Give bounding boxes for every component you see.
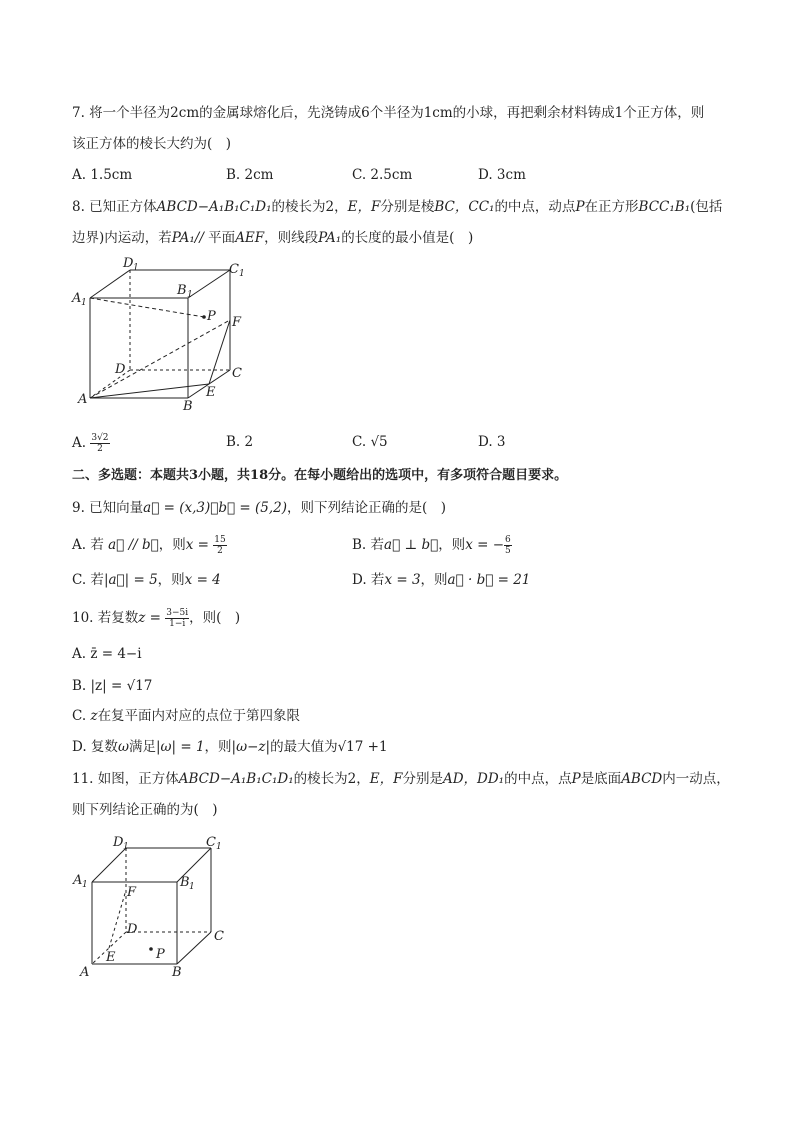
q8-label-e: E — [206, 385, 216, 400]
q11-label-c1: C — [206, 835, 216, 850]
q10-stem: 10. 若复数z = $\frac{3-5i}{1-i}$ ，则( ) — [72, 608, 241, 629]
q10-option-b: B. |z| = √17 — [72, 678, 153, 694]
svg-text:1: 1 — [187, 290, 193, 300]
q8-option-a: A. $\frac{3√2}{2}$ — [72, 433, 109, 454]
q8-label-d1: D — [123, 256, 134, 271]
q11-label-b1: B — [180, 875, 190, 890]
q7-stem-line2: 该正方体的棱长大约为( ) — [72, 136, 232, 152]
q8-label-d: D — [115, 362, 126, 377]
q7-option-d: D. 3cm — [478, 167, 526, 183]
q11-label-a1: A — [73, 873, 83, 888]
q11-label-f: F — [127, 885, 137, 900]
q10-option-a: A. z̄ = 4−i — [72, 646, 142, 662]
svg-text:1: 1 — [189, 882, 195, 892]
q9-stem: 9. 已知向量a⃗ = (x,3)，b⃗ = (5,2)，则下列结论正确的是( ) — [72, 500, 447, 516]
q9-option-c: C. 若|a⃗| = 5，则x = 4 — [72, 572, 221, 588]
q8-stem-line1: 8. 已知正方体ABCD−A₁B₁C₁D₁的棱长为2，E，F分别是棱BC，CC₁的中点，动点P在正方形BCC₁B₁(包括 — [72, 199, 723, 215]
q8-label-b: B — [183, 399, 193, 414]
q7-stem-line1: 7. 将一个半径为2cm的金属球熔化后，先浇铸成6个半径为1cm的小球，再把剩余材料铸成1个正方体，则 — [72, 105, 705, 121]
svg-text:1: 1 — [123, 842, 129, 852]
q8-label-c: C — [232, 366, 242, 381]
q9-option-d: D. 若x = 3，则a⃗ · b⃗ = 21 — [352, 572, 531, 588]
q8-label-c1: C — [229, 262, 239, 277]
q8-option-b: B. 2 — [226, 434, 254, 450]
q11-label-d1: D — [113, 835, 124, 850]
q8-label-b1: B — [177, 283, 187, 298]
q9-option-b: B. 若a⃗ ⊥ b⃗，则x = − $\frac{6}{5}$ — [352, 535, 511, 556]
svg-text:1: 1 — [133, 263, 139, 273]
q8-option-d: D. 3 — [478, 434, 506, 450]
q7-option-c: C. 2.5cm — [352, 167, 413, 183]
q11-label-c: C — [214, 929, 224, 944]
svg-text:1: 1 — [216, 842, 222, 852]
q11-label-b: B — [172, 965, 182, 980]
svg-text:1: 1 — [82, 880, 88, 890]
q8-option-c: C. √5 — [352, 434, 388, 450]
q11-stem-line1: 11. 如图，正方体ABCD−A₁B₁C₁D₁的棱长为2，E，F分别是AD，DD₁的中点，点P是底面ABCD内一动点， — [72, 771, 730, 787]
q11-label-p: P — [156, 947, 165, 962]
q10-option-d: D. 复数ω满足|ω| = 1，则|ω−z|的最大值为√17 +1 — [72, 739, 388, 755]
q11-stem-line2: 则下列结论正确的为( ) — [72, 802, 218, 818]
q11-label-e: E — [106, 950, 116, 965]
q10-option-c: C. z在复平面内对应的点位于第四象限 — [72, 708, 301, 724]
q11-label-d: D — [127, 922, 138, 937]
q7-option-a: A. 1.5cm — [72, 167, 133, 183]
q8-label-p: P — [207, 309, 216, 324]
svg-text:1: 1 — [239, 269, 245, 279]
q11-label-a: A — [80, 965, 90, 980]
q8-label-a1: A — [72, 291, 82, 306]
q8-stem-line2: 边界)内运动，若PA₁// 平面AEF，则线段PA₁的长度的最小值是( ) — [72, 230, 474, 246]
q7-option-b: B. 2cm — [226, 167, 274, 183]
section-2-header: 二、多选题：本题共3小题，共18分。在每小题给出的选项中，有多项符合题目要求。 — [72, 468, 568, 483]
svg-text:1: 1 — [81, 298, 87, 308]
q8-label-f: F — [232, 315, 242, 330]
q8-label-a: A — [78, 392, 88, 407]
q9-option-a: A. 若 a⃗ // b⃗，则x = $\frac{15}{2}$ — [72, 535, 226, 556]
